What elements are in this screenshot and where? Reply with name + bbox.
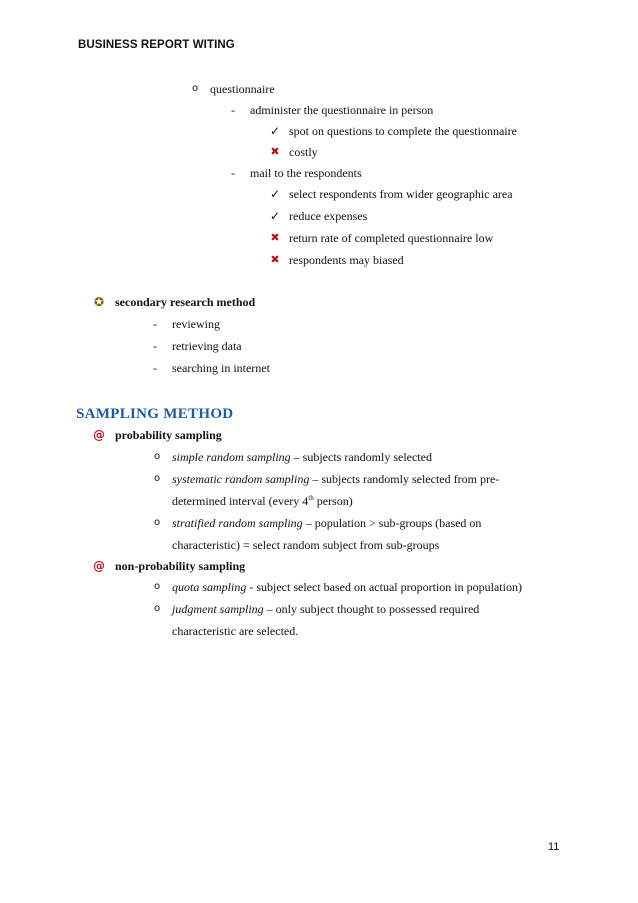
- secondary-item: reviewing: [172, 317, 220, 331]
- mail-con-2: respondents may biased: [289, 253, 404, 267]
- cross-icon: ✖: [270, 253, 280, 266]
- check-icon: ✓: [269, 187, 281, 201]
- stratified-random-item: stratified random sampling – population > sub-groups (based on: [172, 516, 482, 530]
- in-person-pro: spot on questions to complete the questionnaire: [289, 124, 517, 138]
- questionnaire-label: questionnaire: [210, 82, 275, 96]
- quota-item: quota sampling - subject select based on actual proportion in population): [172, 580, 522, 594]
- in-person-con: costly: [289, 145, 318, 159]
- page-header: BUSINESS REPORT WITING: [78, 39, 235, 51]
- dash-bullet-icon: -: [153, 317, 157, 331]
- mail-item: mail to the respondents: [250, 166, 362, 180]
- at-bullet-icon: @: [93, 428, 105, 442]
- systematic-random-item-cont: determined interval (every 4th person): [172, 494, 353, 508]
- dash-bullet-icon: -: [153, 339, 157, 353]
- non-probability-title: non-probability sampling: [115, 559, 246, 573]
- stratified-random-item-cont: characteristic) = select random subject from sub-groups: [172, 538, 440, 552]
- at-bullet-icon: @: [93, 559, 105, 573]
- cross-icon: ✖: [270, 145, 280, 158]
- cross-icon: ✖: [270, 231, 280, 244]
- check-icon: ✓: [269, 209, 281, 223]
- mail-pro-2: reduce expenses: [289, 209, 368, 223]
- dash-bullet-icon: -: [153, 361, 157, 375]
- judgment-item: judgment sampling – only subject thought to possessed required: [172, 602, 480, 616]
- dash-bullet-icon: -: [231, 166, 235, 180]
- systematic-random-item: systematic random sampling – subjects randomly selected from pre-: [172, 472, 500, 486]
- mail-con-1: return rate of completed questionnaire low: [289, 231, 494, 245]
- circle-bullet-icon: o: [153, 451, 161, 462]
- circle-bullet-icon: o: [153, 603, 161, 614]
- dash-bullet-icon: -: [231, 103, 235, 117]
- secondary-item: retrieving data: [172, 339, 242, 353]
- check-icon: ✓: [269, 124, 281, 138]
- judgment-item-cont: characteristic are selected.: [172, 624, 299, 638]
- secondary-item: searching in internet: [172, 361, 270, 375]
- in-person-item: administer the questionnaire in person: [250, 103, 434, 117]
- circle-bullet-icon: o: [153, 581, 161, 592]
- simple-random-item: simple random sampling – subjects randomly selected: [172, 450, 432, 464]
- circle-bullet-icon: o: [191, 83, 199, 94]
- secondary-method-title: secondary research method: [115, 295, 256, 309]
- mail-pro-1: select respondents from wider geographic area: [289, 187, 513, 201]
- circle-bullet-icon: o: [153, 473, 161, 484]
- section-title: SAMPLING METHOD: [76, 406, 234, 422]
- star-bullet-icon: ✪: [93, 295, 105, 309]
- circle-bullet-icon: o: [153, 517, 161, 528]
- probability-title: probability sampling: [115, 428, 222, 442]
- page-number: 11: [548, 841, 560, 853]
